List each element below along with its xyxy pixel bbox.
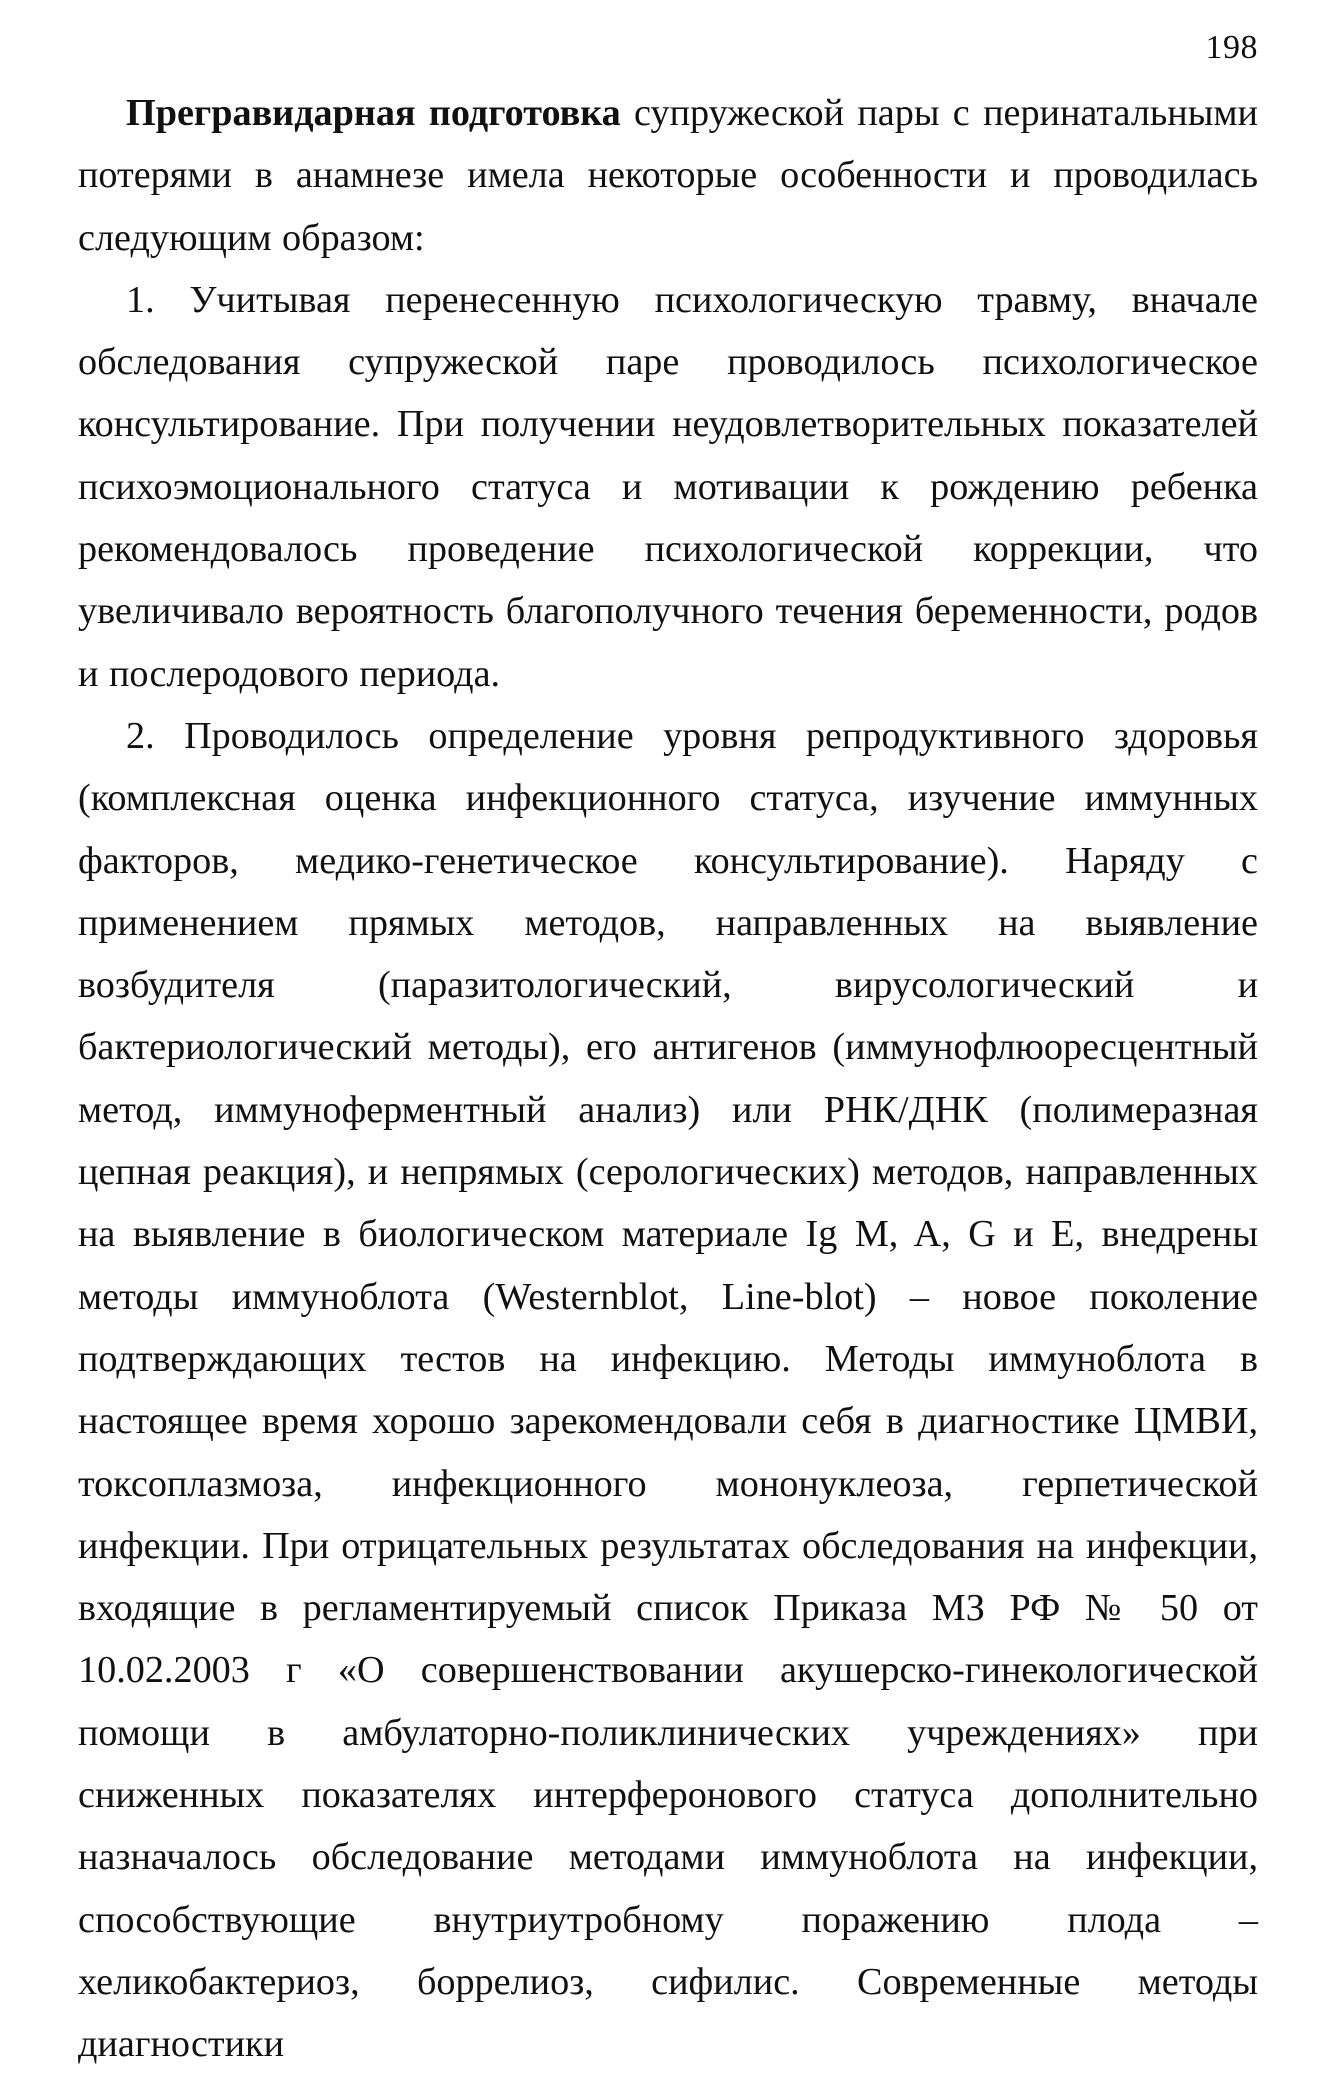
list-item-2-number: 2. bbox=[126, 714, 155, 757]
intro-paragraph bbox=[78, 82, 1258, 269]
list-item-2-text: Проводилось определение уровня репродуктивного здоровья (комплексная оценка инфекционного статуса, изучение иммунных факторов, медико-генетическое консультирование). Наряду с применением прямых методов, направленных на выявление возбудителя (паразитологический, вирусологический и бактериологический методы), его антигенов (иммунофлюоресцентный метод, иммуноферментный анализ) или РНК/ДНК (полимеразная цепная реакция), и непрямых (серологических) методов, направленных на выявление в биологическом материале Ig M, A, G и E, внедрены методы иммуноблота (Westernblot, Line-blot) – новое поколение подтверждающих тестов на инфекцию. Методы иммуноблота в настоящее время хорошо зарекомендовали себя в диагностике ЦМВИ, токсоплазмоза, инфекционного мононуклеоза, герпетической инфекции. При отрицательных результатах обследования на инфекции, входящие в регламентируемый список Приказа МЗ РФ № 50 от 10.02.2003 г «О совершенствовании акушерско-гинекологической помощи в амбулаторно-поликлинических учреждениях» при сниженных показателях интерферонового статуса дополнительно назначалось обследование методами иммуноблота на инфекции, способствующие внутриутробному поражению плода – хеликобактериоз, боррелиоз, сифилис. Современные методы диагностики bbox=[78, 714, 1258, 2066]
list-item-1-number: 1. bbox=[126, 278, 155, 321]
intro-bold-lead: Прегравидарная подготовка bbox=[126, 92, 621, 134]
page-number: 198 bbox=[1205, 29, 1258, 66]
document-body bbox=[78, 82, 1258, 2076]
list-item-1 bbox=[78, 269, 1258, 705]
list-item-1-text: Учитывая перенесенную психологическую травму, вначале обследования супружеской паре проводилось психологическое консультирование. При получении неудовлетворительных показателей психоэмоционального статуса и мотивации к рождению ребенка рекомендовалось проведение психологической коррекции, что увеличивало вероятность благополучного течения беременности, родов и послеродового периода. bbox=[78, 278, 1258, 695]
list-item-2 bbox=[78, 705, 1258, 2076]
intro-text: супружеской пары с перинатальными потерями в анамнезе имела некоторые особенности и проводилась следующим образом: bbox=[78, 92, 1258, 259]
